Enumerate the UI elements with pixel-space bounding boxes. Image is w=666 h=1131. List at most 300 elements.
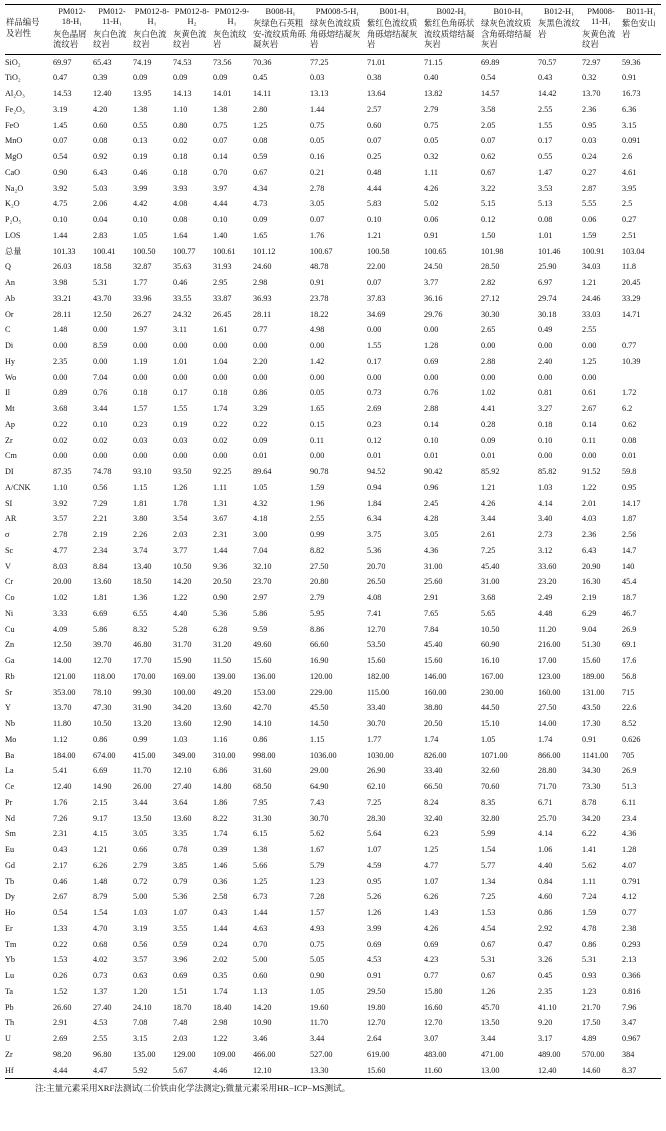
table-cell: 32.60 bbox=[481, 766, 500, 776]
table-cell: 3.07 bbox=[424, 1034, 439, 1044]
table-cell: 1.15 bbox=[310, 734, 325, 744]
table-cell: 0.03 bbox=[133, 435, 148, 445]
table-cell: 90.42 bbox=[424, 467, 443, 477]
table-cell: 4.36 bbox=[424, 545, 439, 555]
table-cell: 7.25 bbox=[367, 797, 382, 807]
table-cell: 12.50 bbox=[93, 309, 112, 319]
table-cell: 1.48 bbox=[53, 325, 68, 335]
table-cell: 3.17 bbox=[538, 1034, 553, 1044]
table-cell: 0.70 bbox=[213, 167, 228, 177]
table-cell: 2.55 bbox=[93, 1034, 108, 1044]
table-cell: 6.71 bbox=[538, 797, 553, 807]
table-cell: 100.91 bbox=[582, 246, 605, 256]
table-cell: 48.78 bbox=[310, 262, 329, 272]
table-cell: 0.75 bbox=[310, 939, 325, 949]
table-cell: 4.44 bbox=[213, 199, 228, 209]
table-cell: 1141.00 bbox=[582, 750, 609, 760]
table-row bbox=[5, 1031, 661, 1047]
table-cell: 2.6 bbox=[622, 152, 633, 162]
table-cell: 3.27 bbox=[538, 404, 553, 414]
table-cell: 45.40 bbox=[481, 561, 500, 571]
table-cell: 5.66 bbox=[253, 860, 268, 870]
table-cell: 8.22 bbox=[213, 813, 228, 823]
table-cell: 11.50 bbox=[213, 656, 232, 666]
table-cell: 34.30 bbox=[582, 766, 601, 776]
table-cell: 1.55 bbox=[173, 404, 188, 414]
table-cell: 1.51 bbox=[173, 986, 188, 996]
table-cell: 0.08 bbox=[93, 136, 108, 146]
lithology: 紫色安山岩 bbox=[622, 19, 656, 39]
table-cell: 103.04 bbox=[622, 246, 645, 256]
table-cell: 10.39 bbox=[622, 356, 641, 366]
table-cell: 3.74 bbox=[133, 545, 148, 555]
table-cell: 0.10 bbox=[93, 419, 108, 429]
row-label: A/CNK bbox=[5, 482, 31, 492]
table-cell: 2.36 bbox=[582, 530, 597, 540]
table-cell: 0.00 bbox=[310, 451, 325, 461]
table-cell: 6.2 bbox=[622, 404, 633, 414]
table-cell: 0.00 bbox=[53, 451, 68, 461]
table-cell: 12.90 bbox=[213, 719, 232, 729]
table-cell: 3.19 bbox=[53, 104, 68, 114]
table-row bbox=[5, 826, 661, 842]
table-cell: 826.00 bbox=[424, 750, 447, 760]
table-cell: 489.00 bbox=[538, 1049, 561, 1059]
table-cell: 100.50 bbox=[133, 246, 156, 256]
table-cell: 2.69 bbox=[53, 1034, 68, 1044]
table-cell: 1.81 bbox=[93, 593, 108, 603]
table-cell: 4.03 bbox=[582, 514, 597, 524]
table-cell: 0.93 bbox=[582, 971, 597, 981]
table-cell: 1.26 bbox=[173, 482, 188, 492]
table-cell: 1.11 bbox=[582, 876, 597, 886]
table-row bbox=[5, 196, 661, 212]
table-cell: 1.04 bbox=[213, 356, 228, 366]
table-cell: 2.34 bbox=[93, 545, 108, 555]
table-cell: 6.15 bbox=[253, 829, 268, 839]
table-cell: 2.45 bbox=[424, 498, 439, 508]
table-cell: 8.35 bbox=[481, 797, 496, 807]
table-cell: 15.60 bbox=[424, 656, 443, 666]
table-cell: 0.10 bbox=[133, 215, 148, 225]
table-cell: 11.8 bbox=[622, 262, 637, 272]
sample-id: PM012-9-H₁ bbox=[214, 7, 250, 27]
table-cell: 0.81 bbox=[538, 388, 553, 398]
table-cell: 1.65 bbox=[310, 404, 325, 414]
table-row bbox=[5, 795, 661, 811]
row-label: Zr bbox=[5, 435, 13, 445]
table-cell: 2.36 bbox=[582, 104, 597, 114]
table-cell: 5.62 bbox=[310, 829, 325, 839]
table-cell: 0.967 bbox=[622, 1034, 641, 1044]
table-cell: 1.36 bbox=[133, 593, 148, 603]
table-row bbox=[5, 118, 661, 134]
table-cell: 20.50 bbox=[213, 577, 232, 587]
table-cell: 3.05 bbox=[310, 199, 325, 209]
table-cell: 0.59 bbox=[173, 939, 188, 949]
table-cell: 0.73 bbox=[367, 388, 382, 398]
table-cell: 13.70 bbox=[53, 703, 72, 713]
table-cell: 28.30 bbox=[367, 813, 386, 823]
table-cell: 45.4 bbox=[622, 577, 637, 587]
table-cell: 1.05 bbox=[310, 986, 325, 996]
table-cell: 1.54 bbox=[481, 845, 496, 855]
table-cell: 21.70 bbox=[582, 1002, 601, 1012]
row-label: FeO bbox=[5, 120, 20, 130]
table-cell: 0.02 bbox=[173, 136, 188, 146]
table-cell: 0.69 bbox=[367, 939, 382, 949]
table-cell: 2.95 bbox=[213, 278, 228, 288]
table-row bbox=[5, 511, 661, 527]
row-label: C bbox=[5, 325, 11, 335]
table-cell: 1.23 bbox=[582, 986, 597, 996]
geochemistry-table bbox=[5, 4, 661, 1079]
table-cell: 10.50 bbox=[173, 561, 192, 571]
table-cell: 1.07 bbox=[367, 845, 382, 855]
table-cell: 19.80 bbox=[367, 1002, 386, 1012]
table-cell: 3.29 bbox=[253, 404, 268, 414]
table-cell: 0.00 bbox=[93, 451, 108, 461]
table-cell: 0.99 bbox=[310, 530, 325, 540]
table-cell: 7.95 bbox=[253, 797, 268, 807]
table-cell: 0.02 bbox=[53, 435, 68, 445]
lithology: 紫红色角砾状流纹质熔结凝灰岩 bbox=[424, 19, 475, 50]
table-cell: 2.67 bbox=[582, 404, 597, 414]
table-cell: 0.39 bbox=[213, 845, 228, 855]
table-cell: 5.95 bbox=[310, 608, 325, 618]
table-cell: 100.77 bbox=[173, 246, 196, 256]
table-cell: 3.92 bbox=[53, 498, 68, 508]
table-cell: 4.93 bbox=[310, 923, 325, 933]
table-cell: 0.47 bbox=[538, 939, 553, 949]
table-cell: 7.04 bbox=[93, 372, 108, 382]
table-row bbox=[5, 165, 661, 181]
table-cell: 0.78 bbox=[173, 845, 188, 855]
table-cell: 29.76 bbox=[424, 309, 443, 319]
table-cell: 0.18 bbox=[173, 152, 188, 162]
table-cell: 43.70 bbox=[93, 293, 112, 303]
table-cell: 3.11 bbox=[173, 325, 188, 335]
table-cell: 1.31 bbox=[213, 498, 228, 508]
table-cell: 1.40 bbox=[213, 230, 228, 240]
table-cell: 1.47 bbox=[538, 167, 553, 177]
table-cell: 13.60 bbox=[173, 719, 192, 729]
table-cell: 3.05 bbox=[424, 530, 439, 540]
column-header bbox=[423, 5, 480, 55]
table-row bbox=[5, 921, 661, 937]
table-cell: 0.28 bbox=[481, 419, 496, 429]
table-cell: 1.10 bbox=[53, 482, 68, 492]
table-row bbox=[5, 259, 661, 275]
table-cell: 1.21 bbox=[481, 482, 496, 492]
table-cell: 1.44 bbox=[213, 545, 228, 555]
table-cell: 13.40 bbox=[133, 561, 152, 571]
table-row bbox=[5, 763, 661, 779]
table-cell: 384 bbox=[622, 1049, 635, 1059]
row-label: Pr bbox=[5, 797, 13, 807]
row-label: SI bbox=[5, 498, 13, 508]
table-cell: 415.00 bbox=[133, 750, 156, 760]
table-cell: 4.70 bbox=[93, 923, 108, 933]
table-cell: 8.37 bbox=[621, 1063, 661, 1079]
table-cell: 93.50 bbox=[173, 467, 192, 477]
table-cell: 20.00 bbox=[53, 577, 72, 587]
table-cell: 0.18 bbox=[173, 167, 188, 177]
table-cell: 3.67 bbox=[213, 514, 228, 524]
row-label: Er bbox=[5, 923, 13, 933]
table-row bbox=[5, 244, 661, 260]
table-cell: 1.54 bbox=[93, 908, 108, 918]
row-label: Ga bbox=[5, 656, 15, 666]
table-row bbox=[5, 181, 661, 197]
table-cell: 0.69 bbox=[424, 939, 439, 949]
table-cell: 3.44 bbox=[481, 514, 496, 524]
table-row bbox=[5, 811, 661, 827]
table-cell: 30.30 bbox=[481, 309, 500, 319]
table-row bbox=[5, 669, 661, 685]
table-cell: 0.05 bbox=[310, 388, 325, 398]
table-cell: 0.60 bbox=[93, 120, 108, 130]
table-cell: 34.03 bbox=[582, 262, 601, 272]
row-label: An bbox=[5, 278, 16, 288]
table-cell: 5.31 bbox=[582, 955, 597, 965]
table-cell: 2.82 bbox=[481, 278, 496, 288]
table-cell: 17.00 bbox=[538, 656, 557, 666]
table-cell: 2.78 bbox=[310, 183, 325, 193]
table-cell: 1.07 bbox=[424, 876, 439, 886]
table-cell: 1.96 bbox=[310, 498, 325, 508]
table-cell: 0.10 bbox=[53, 215, 68, 225]
table-cell: 2.64 bbox=[367, 1034, 382, 1044]
column-header bbox=[92, 5, 132, 55]
table-cell: 14.10 bbox=[253, 719, 272, 729]
table-cell: 2.98 bbox=[253, 278, 268, 288]
table-cell: 3.93 bbox=[173, 183, 188, 193]
table-cell: 3.80 bbox=[133, 514, 148, 524]
row-label: AR bbox=[5, 514, 17, 524]
table-cell: 31.93 bbox=[213, 262, 232, 272]
table-cell: 1.44 bbox=[53, 230, 68, 240]
table-cell: 23.70 bbox=[253, 577, 272, 587]
table-cell: 38.80 bbox=[424, 703, 443, 713]
table-cell: 15.60 bbox=[253, 656, 272, 666]
table-cell: 5.26 bbox=[367, 892, 382, 902]
table-cell: 46.80 bbox=[133, 640, 152, 650]
table-cell: 0.36 bbox=[213, 876, 228, 886]
row-label: Dy bbox=[5, 892, 16, 902]
table-cell: 25.90 bbox=[538, 262, 557, 272]
column-header bbox=[537, 5, 581, 55]
table-cell: 0.00 bbox=[310, 341, 325, 351]
table-cell: 2.19 bbox=[93, 530, 108, 540]
table-row bbox=[5, 291, 661, 307]
table-cell: 1.38 bbox=[133, 104, 148, 114]
table-cell: 0.18 bbox=[133, 388, 148, 398]
table-cell: 6.86 bbox=[213, 766, 228, 776]
table-cell: 13.60 bbox=[213, 703, 232, 713]
table-cell: 2.13 bbox=[622, 955, 637, 965]
row-label: TiO₂ bbox=[5, 73, 21, 83]
table-cell: 0.366 bbox=[622, 971, 641, 981]
table-cell: 14.53 bbox=[53, 89, 72, 99]
table-cell: 0.56 bbox=[93, 482, 108, 492]
table-row bbox=[5, 606, 661, 622]
table-cell: 0.73 bbox=[93, 971, 108, 981]
table-cell: 34.20 bbox=[173, 703, 192, 713]
table-cell: 14.01 bbox=[213, 89, 232, 99]
table-cell: 0.10 bbox=[213, 215, 228, 225]
table-cell: 5.83 bbox=[367, 199, 382, 209]
table-cell: 33.60 bbox=[538, 561, 557, 571]
table-cell: 0.00 bbox=[367, 325, 382, 335]
table-cell: 0.68 bbox=[93, 939, 108, 949]
lithology: 灰色晶屑流纹岩 bbox=[53, 29, 87, 50]
table-cell: 5.36 bbox=[367, 545, 382, 555]
table-cell: 1071.00 bbox=[481, 750, 508, 760]
table-cell: 0.00 bbox=[424, 372, 439, 382]
table-cell: 13.95 bbox=[133, 89, 152, 99]
table-cell: 74.78 bbox=[93, 467, 112, 477]
table-cell: 24.46 bbox=[582, 293, 601, 303]
table-cell: 2.80 bbox=[253, 104, 268, 114]
table-cell: 0.91 bbox=[582, 734, 597, 744]
table-cell: 1.59 bbox=[582, 908, 597, 918]
table-cell: 12.40 bbox=[53, 782, 72, 792]
table-cell: 3.46 bbox=[253, 1034, 268, 1044]
table-cell: 51.3 bbox=[622, 782, 637, 792]
table-cell: 71.15 bbox=[424, 57, 443, 67]
table-cell: 0.75 bbox=[424, 120, 439, 130]
table-cell: 169.00 bbox=[173, 671, 196, 681]
table-cell: 26.45 bbox=[213, 309, 232, 319]
table-cell: 0.69 bbox=[424, 356, 439, 366]
lithology: 灰黄色流纹岩 bbox=[582, 29, 616, 50]
row-label: Pb bbox=[5, 1002, 14, 1012]
table-cell: 0.84 bbox=[538, 876, 553, 886]
table-cell: 353.00 bbox=[53, 687, 76, 697]
table-cell: 3.05 bbox=[133, 829, 148, 839]
table-cell: 14.71 bbox=[622, 309, 641, 319]
table-row bbox=[5, 448, 661, 464]
table-cell: 4.48 bbox=[538, 608, 553, 618]
table-cell: 3.15 bbox=[622, 120, 637, 130]
table-cell: 30.70 bbox=[310, 813, 329, 823]
table-cell: 0.90 bbox=[53, 167, 68, 177]
table-cell: 0.63 bbox=[133, 971, 148, 981]
table-cell: 2.31 bbox=[213, 530, 228, 540]
table-cell: 1.41 bbox=[582, 845, 597, 855]
table-cell: 2.55 bbox=[310, 514, 325, 524]
table-cell: 9.17 bbox=[93, 813, 108, 823]
sample-id: PM008-11-H₁ bbox=[587, 7, 615, 27]
table-cell: 70.57 bbox=[538, 57, 557, 67]
table-cell: 101.98 bbox=[481, 246, 504, 256]
table-cell: 115.00 bbox=[367, 687, 390, 697]
table-cell: 1.87 bbox=[622, 514, 637, 524]
table-cell: 30.70 bbox=[367, 719, 386, 729]
table-cell: 0.17 bbox=[173, 388, 188, 398]
table-cell: 0.54 bbox=[53, 908, 68, 918]
table-cell: 31.20 bbox=[213, 640, 232, 650]
table-cell: 5.41 bbox=[53, 766, 68, 776]
column-header bbox=[480, 5, 537, 55]
table-cell: 6.69 bbox=[93, 766, 108, 776]
table-cell: 15.60 bbox=[366, 1063, 423, 1079]
table-cell: 3.33 bbox=[53, 608, 68, 618]
table-cell: 466.00 bbox=[253, 1049, 276, 1059]
table-cell: 22.00 bbox=[367, 262, 386, 272]
table-cell: 0.09 bbox=[253, 215, 268, 225]
table-cell: 0.10 bbox=[424, 435, 439, 445]
table-cell: 1.77 bbox=[133, 278, 148, 288]
table-cell: 1.11 bbox=[424, 167, 439, 177]
table-cell: 4.61 bbox=[622, 167, 637, 177]
table-cell: 0.17 bbox=[538, 136, 553, 146]
table-cell: 1.78 bbox=[173, 498, 188, 508]
row-label: Mt bbox=[5, 404, 15, 414]
table-cell: 31.70 bbox=[173, 640, 192, 650]
table-cell: 18.22 bbox=[310, 309, 329, 319]
table-cell: 1.74 bbox=[213, 986, 228, 996]
table-row bbox=[5, 212, 661, 228]
table-cell: 4.02 bbox=[93, 955, 108, 965]
table-cell: 16.90 bbox=[310, 656, 329, 666]
table-cell: 31.30 bbox=[253, 813, 272, 823]
table-cell: 91.52 bbox=[582, 467, 601, 477]
table-cell: 24.10 bbox=[133, 1002, 152, 1012]
table-cell: 18.58 bbox=[93, 262, 112, 272]
row-label: Cr bbox=[5, 577, 14, 587]
table-cell: 230.00 bbox=[481, 687, 504, 697]
row-label: Gd bbox=[5, 860, 16, 870]
table-cell bbox=[621, 322, 661, 338]
table-cell: 85.82 bbox=[538, 467, 557, 477]
table-cell: 3.00 bbox=[253, 530, 268, 540]
table-cell: 0.55 bbox=[133, 120, 148, 130]
row-label: MgO bbox=[5, 152, 23, 162]
table-cell: 0.00 bbox=[133, 451, 148, 461]
table-cell: 1.03 bbox=[173, 734, 188, 744]
table-cell: 0.09 bbox=[213, 73, 228, 83]
table-cell: 8.52 bbox=[622, 719, 637, 729]
table-cell: 16.30 bbox=[582, 577, 601, 587]
table-cell: 71.70 bbox=[538, 782, 557, 792]
table-cell: 32.87 bbox=[133, 262, 152, 272]
table-cell: 33.87 bbox=[213, 293, 232, 303]
table-cell: 1.38 bbox=[213, 104, 228, 114]
table-cell: 0.00 bbox=[93, 325, 108, 335]
row-label: Mo bbox=[5, 734, 17, 744]
table-cell: 135.00 bbox=[133, 1049, 156, 1059]
table-cell: 6.22 bbox=[582, 829, 597, 839]
column-header bbox=[252, 5, 309, 55]
column-header bbox=[366, 5, 423, 55]
table-row bbox=[5, 700, 661, 716]
row-label: Ce bbox=[5, 782, 15, 792]
table-cell: 85.92 bbox=[481, 467, 500, 477]
table-cell: 7.29 bbox=[93, 498, 108, 508]
table-cell: 0.54 bbox=[481, 73, 496, 83]
row-label: Ba bbox=[5, 750, 15, 760]
table-cell: 2.78 bbox=[53, 530, 68, 540]
table-cell: 1.74 bbox=[213, 404, 228, 414]
table-cell: 2.88 bbox=[424, 404, 439, 414]
table-cell: 0.77 bbox=[424, 971, 439, 981]
table-cell: 0.00 bbox=[93, 356, 108, 366]
table-cell: 16.10 bbox=[481, 656, 500, 666]
table-cell: 3.96 bbox=[173, 955, 188, 965]
table-cell: 2.58 bbox=[213, 892, 228, 902]
